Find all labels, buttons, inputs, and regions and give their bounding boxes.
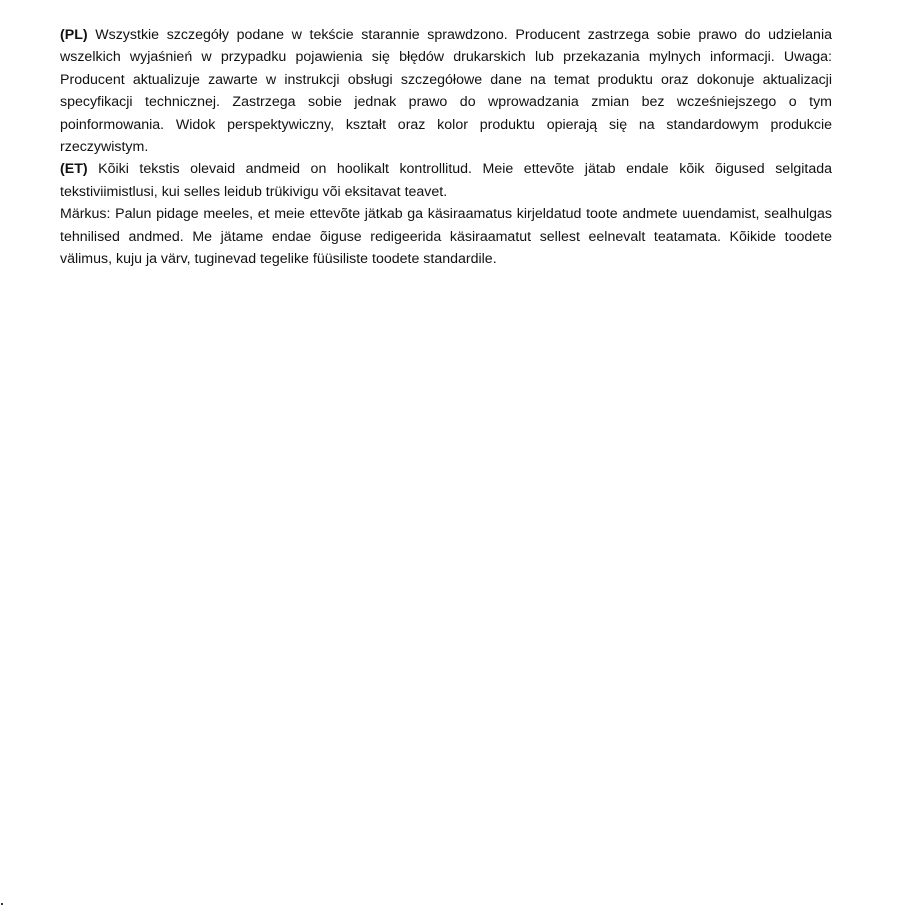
polish-disclaimer-text: Wszystkie szczegóły podane w tekście starannie sprawdzono. Producent zastrzega sobie prawo do udzielania wszelkich wyjaśnień w przypadku pojawienia się błędów drukarskich lub przekazania mylnych informacji. Uwaga: Producent aktualizuje zawarte w instrukcji obsługi szczegółowe dane na temat produktu oraz dokonuje aktualizacji specyfikacji technicznej. Zastrzega sobie jednak prawo do wprowadzania zmian bez wcześniejszego o tym poinformowania. Widok perspektywiczny, kształt oraz kolor produktu opierają się na standardowym produkcie rzeczywistym.	[60, 27, 832, 156]
estonian-disclaimer	[60, 158, 832, 203]
page-corner-mark	[1, 903, 3, 905]
polish-disclaimer	[60, 24, 832, 158]
polish-language-code: (PL)	[60, 27, 88, 43]
document-page	[60, 24, 832, 270]
estonian-language-code: (ET)	[60, 161, 88, 178]
estonian-note: Märkus: Palun pidage meeles, et meie ettevõte jätkab ga käsiraamatus kirjeldatud toote andmete uuendamist, sealhulgas tehnilised andmed. Me jätame endae õiguse redigeerida käsiraamatut sellest eelnevalt teatamata. Kõikide toodete välimus, kuju ja värv, tuginevad tegelike füüsiliste toodete standardile.	[60, 206, 832, 268]
estonian-disclaimer-text: Kõiki tekstis olevaid andmeid on hoolikalt kontrollitud. Meie ettevõte jätab endale kõik õigused selgitada tekstiviimistlusi, kui selles leidub trükivigu või eksitavat teavet.	[60, 161, 832, 200]
